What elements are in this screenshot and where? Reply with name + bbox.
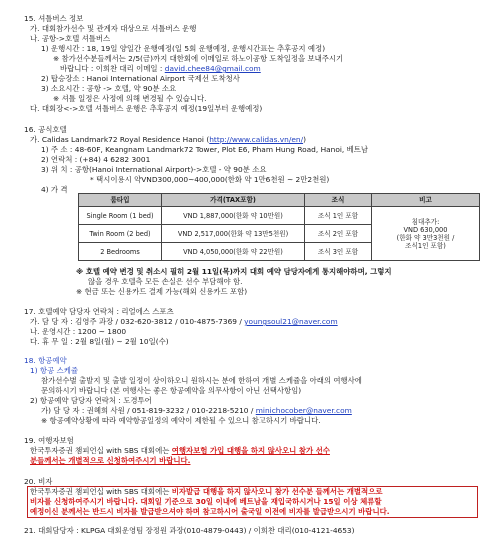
extra-bed-line: 침대추가: [411,217,440,226]
s15-item-b: 나. 공항->호텔 셔틀버스 [30,34,111,43]
s19-line-1 [30,446,330,455]
table-cell: Twin Room (2 bed) [79,225,162,243]
s15-email-link[interactable]: david.chee84@gmail.com [164,64,261,73]
s16-hotel-name: 가. Calidas Landmark72 Royal Residence Hanoi ( [30,135,210,144]
s15-email-label: 바랍니다 : 이희찬 대리 이메일 : [60,64,165,73]
extra-bed-line: (한화 약 3만3천원 / [396,233,455,242]
s19-warning-1: 여행자보험 가입 대행을 하지 않사오니 참가 선수 [171,446,330,455]
s19-intro: 한국투자증권 챔피언십 with SBS 대회에는 [30,446,172,455]
s20-title: 20. 비자 [24,477,53,486]
s16-address: 1) 주 소 : 48-60F, Keangnam Landmark72 Tower, Plot E6, Pham Hung Road, Hanoi, 베트남 [41,145,369,154]
s16-hotel-paren: ) [303,135,306,144]
s20-intro: 한국투자증권 챔피언십 with SBS 대회에는 [30,487,172,496]
table-header-roomtype: 룸타입 [79,194,162,207]
s15-item-b1-note: ※ 참가선수분들께서는 2/5(금)까지 대한회에 이메일로 하노이공항 도착일정을 보내주시기 [53,54,344,63]
s18-agency: 2) 항공예약 담당자 연락처 : 도경투어 [30,396,152,405]
extra-bed-line: VND 630,000 [403,225,448,234]
s15-item-a: 가. 대회참가선수 및 관계자 대상으로 셔틀버스 운행 [30,24,197,33]
s18-schedule-label: 1) 항공 스케쥴 [30,366,78,375]
table-header-breakfast: 조식 [305,194,372,207]
s16-hotel-line [30,135,306,144]
s15-item-b1: 1) 운행시간 : 18, 19일 양일간 운행예정(일 5회 운행예정, 운행시간표는 추후공지 예정) [41,44,326,53]
s15-item-b3-note: ※ 셔틀 일정은 사정에 의해 변경될 수 있습니다. [53,94,207,103]
table-cell: VND 1,887,000(한화 약 10만원) [162,207,305,225]
table-cell: Single Room (1 bed) [79,207,162,225]
s17-title: 17. 호텔예약 담당자 연락처 : 리얼에스 스포츠 [24,307,174,316]
s15-email-line [60,64,261,73]
table-cell: 조식 3인 포함 [305,243,372,261]
table-cell: VND 2,517,000(한화 약 13만5천원) [162,225,305,243]
table-cell: 조식 1인 포함 [305,207,372,225]
s19-title: 19. 여행자보험 [24,436,74,445]
table-cell: VND 4,050,000(한화 약 22만원) [162,243,305,261]
table-header-note: 비고 [372,194,480,207]
s18-agent-line [41,406,352,415]
s20-warning-1: 비자발급 대행을 하지 않사오니 참가 선수분 들께서는 개별적으로 [171,487,383,496]
s16-location: 3) 위 치 : 공항(Hanoi International Airport)->호텔 - 약 90분 소요 [41,165,267,174]
s16-hotel-url[interactable]: http://www.calidas.vn/en/ [209,135,304,144]
extra-bed-line: 조식1인 포함) [405,241,446,250]
table-cell: 조식 2인 포함 [305,225,372,243]
table-cell-extra-bed [372,207,480,261]
s18-email-link[interactable]: minichocober@naver.com [255,406,352,415]
s16-taxi-note: * 택시이용시 약VND300,000~400,000(한화 약 1만6천원 ~ 2만2천원) [90,175,330,184]
s17-contact-person: 가. 담 당 자 : 김영주 과장 / 032-620-3812 / 010-4875-7369 / [30,317,245,326]
s16-notice-3: ※ 현금 또는 신용카드 결제 가능(해외 신용카드 포함) [76,287,248,296]
s16-notice-2: 않을 경우 호텔측 모든 손실은 선수 부담해야 함. [88,277,243,286]
s20-warning-3: 예정이신 분께서는 반드시 비자를 발급받으셔야 하며 참고하시어 출국일 이전에 비자를 발급받으시기 바랍니다. [30,507,390,516]
s17-holidays: 다. 휴 무 일 : 2월 8일(월) ~ 2월 10일(수) [30,337,169,346]
s16-title: 16. 공식호텔 [24,125,67,134]
s17-hours: 나. 운영시간 : 1200 ~ 1800 [30,327,127,336]
s18-schedule-text-2: 문의하시기 바랍니다 (본 여행사는 좋은 항공예약을 의무사항이 아닌 선택사항임) [41,386,302,395]
table-header-row [79,194,480,207]
s20-warning-2: 비자를 신청하여주시기 바랍니다. 대회일 기준으로 30일 이내에 베트남을 재입국하시거나 15일 이상 체류할 [30,497,382,506]
s19-warning-2: 분들께서는 개별적으로 신청하여주시기 바랍니다. [30,456,191,465]
s18-note: ※ 항공예약상황에 따라 예약항공일정의 예약이 제한될 수 있으니 참고하시기 바랍니다. [41,416,321,425]
table-row [79,207,480,225]
s21-title: 21. 대회담당자 : KLPGA 대회운영팀 장정원 과장(010-4879-0443) / 이희찬 대리(010-4121-4653) [24,526,355,535]
s17-contact-line [30,317,338,326]
s15-item-c: 다. 대회장<->호텔 셔틀버스 운행은 추후공지 예정(19일부터 운행예정) [30,104,263,113]
s16-contact: 2) 연락처 : (+84) 4 6282 3001 [41,155,151,164]
s15-item-b2: 2) 탑승장소 : Hanoi International Airport 국제선 도착청사 [41,74,240,83]
s17-email-link[interactable]: youngsoul21@naver.com [244,317,338,326]
s15-title: 15. 셔틀버스 정보 [24,14,84,23]
table-cell: 2 Bedrooms [79,243,162,261]
hotel-price-table [78,193,480,261]
table-header-price: 가격(TAX포함) [162,194,305,207]
s15-item-b3: 3) 소요시간 : 공항 -> 호텔, 약 90분 소요 [41,84,177,93]
s18-schedule-text-1: 참가선수별 출발지 및 출발 일정이 상이하오니 원하시는 분에 한하여 개별 스케쥴을 아래의 여행사에 [41,376,362,385]
s20-line-1 [30,487,382,496]
s18-title: 18. 항공예약 [24,356,67,365]
s16-notice-1: ※ 호텔 예약 변경 및 취소시 필히 2월 11일(목)까지 대회 예약 담당자에게 통지해야하며, 그렇지 [76,267,392,276]
s18-agent-person: 가) 담 당 자 : 권혜희 사원 / 051-819-3232 / 010-2218-5210 / [41,406,256,415]
s16-price-label: 4) 가 격 [41,185,68,194]
